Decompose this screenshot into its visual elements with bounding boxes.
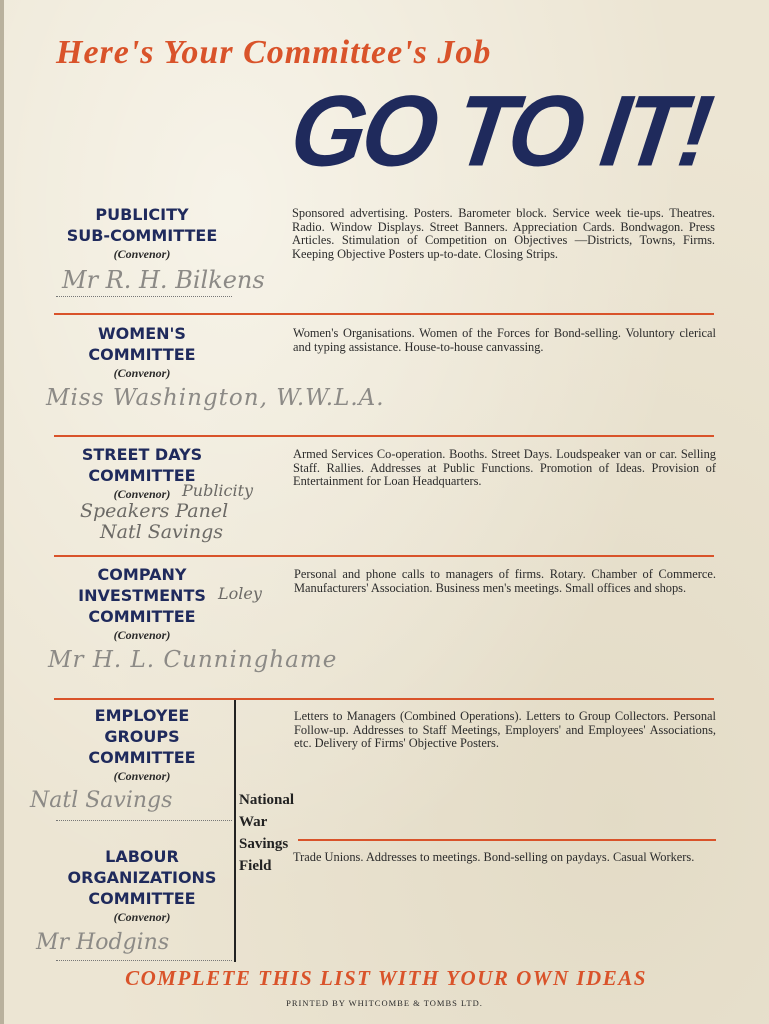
committee-publicity-name [52,204,232,262]
committee-employee-groups-name [52,705,232,784]
section-divider [54,435,714,437]
convenor-signature: Mr R. H. Bilkens [62,266,265,294]
convenor-label: (Convenor) [113,628,171,642]
committee-name-line: COMMITTEE [88,345,196,364]
field-bracket-line [234,700,236,962]
call-to-action: COMPLETE THIS LIST WITH YOUR OWN IDEAS [125,966,647,990]
committee-name-line: STREET DAYS [81,445,203,464]
section-divider [298,839,716,841]
convenor-label: (Convenor) [113,366,171,380]
page-edge [0,0,4,1024]
committee-publicity-description: Sponsored advertising. Posters. Barometer block. Service week tie-ups. Theatres. Radio. Window Displays. Street Banners. Appreciation Cards. Bondwagon. Press Articles. Stimulation of Competition on Objectives —Districts, Towns, Firms. Keeping Objective Posters up-to-date. Closing Strips. [292,206,715,261]
committee-company-investments-name [52,564,232,643]
convenor-label: (Convenor) [113,910,171,924]
convenor-signature: Mr H. L. Cunninghame [48,647,338,673]
headline: Here's Your Committee's Job [56,34,492,71]
committee-company-investments-description: Personal and phone calls to managers of firms. Rotary. Chamber of Commerce. Manufacturers' Association. Business men's meetings. Small offices and shops. [294,567,716,595]
field-label-line: National [239,792,295,808]
field-label [239,789,294,877]
convenor-signature: Natl Savings [30,788,173,813]
committee-name-line: LABOUR [105,847,179,866]
handwritten-note: Publicity [182,481,254,500]
committee-labour-description: Trade Unions. Addresses to meetings. Bond-selling on paydays. Casual Workers. [293,850,695,864]
committee-womens-name [52,323,232,381]
committee-name-line: SUB-COMMITTEE [66,226,218,245]
convenor-label: (Convenor) [113,487,171,501]
handwritten-note: Speakers Panel [80,500,229,522]
committee-street-days-description: Armed Services Co-operation. Booths. Street Days. Loudspeaker van or car. Selling Staff. Rallies. Addresses at Public Functions. Promotion of Ideas. Provision of Entertainment for Loan Headquarters. [293,447,716,489]
field-label-line: War [239,814,268,830]
committee-name-line: PUBLICITY [95,205,189,224]
convenor-label: (Convenor) [113,247,171,261]
committee-name-line: ORGANIZATIONS [67,868,217,887]
field-label-line: Savings [239,836,289,852]
committee-name-line: COMMITTEE [88,607,196,626]
committee-name-line: COMMITTEE [88,466,196,485]
convenor-line [56,960,232,961]
convenor-line [56,296,232,297]
convenor-label: (Convenor) [113,769,171,783]
committee-name-line: COMMITTEE [88,889,196,908]
committee-womens-description: Women's Organisations. Women of the Forces for Bond-selling. Voluntory clerical and typing assistance. House-to-house canvassing. [293,326,716,354]
committee-name-line: INVESTMENTS [78,586,206,605]
section-divider [54,313,714,315]
committee-name-line: COMMITTEE [88,748,196,767]
committee-name-line: GROUPS [104,727,180,746]
convenor-line [56,820,232,821]
section-divider [54,698,714,700]
committee-name-line: COMPANY [97,565,187,584]
field-label-line: Field [239,858,272,874]
convenor-signature: Miss Washington, W.W.L.A. [46,385,385,411]
committee-name-line: EMPLOYEE [94,706,190,725]
printer-credit: PRINTED BY WHITCOMBE & TOMBS LTD. [286,998,483,1008]
section-divider [54,555,714,557]
committee-employee-groups-description: Letters to Managers (Combined Operations). Letters to Group Collectors. Personal Follow-up. Addresses to Staff Meetings, Employers' and Employees' Associations, etc. Delivery of Firms' Objective Posters. [294,709,716,751]
committee-name-line: WOMEN'S [98,324,186,343]
slogan: GO TO IT! [284,75,716,188]
handwritten-note: Natl Savings [100,521,224,543]
committee-labour-name [50,846,234,925]
handwritten-note: Loley [218,584,262,603]
convenor-signature: Mr Hodgins [36,930,170,955]
